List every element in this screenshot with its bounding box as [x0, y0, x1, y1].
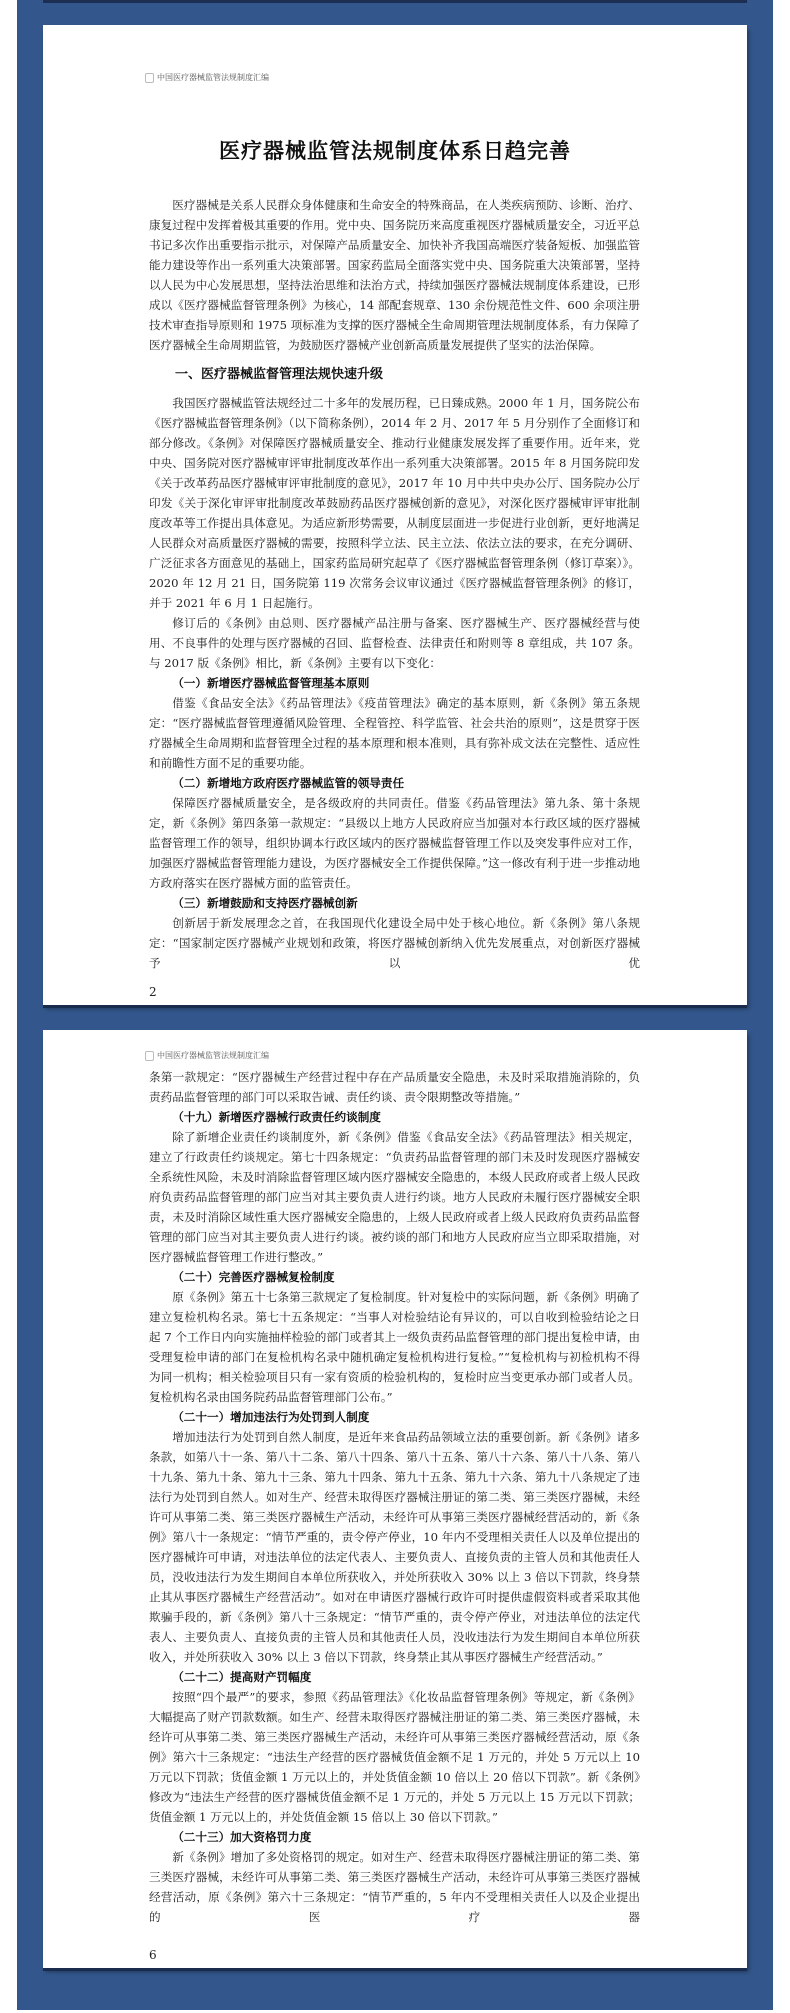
subsection-heading: （一）新增医疗器械监督管理基本原则: [172, 676, 370, 690]
paragraph: 按照“四个最严”的要求，参照《药品管理法》《化妆品监督管理条例》等规定，新《条例》大幅提高了财产罚款数额。如生产、经营未取得医疗器械注册证的第二类、第三类医疗器械，未经许可从事第二类、第三类医疗器械生产活动，未经许可从事第三类医疗器械经营活动，原《条例》第六十三条规定：“违法生产经营的医疗器械货值金额不足 1 万元的，并处 5 万元以上 10 万元以下罚款；货值金额 1 万元以上的，并处货值金额 10 倍以上 20 倍以下罚款”。新《条例》修改为“违法生产经营的医疗器械货值金额不足 1 万元的，并处 5 万元以上 15 万元以下罚款；货值金额 1 万元以上的，并处货值金额 15 倍以上 30 倍以下罚款。”: [149, 1690, 640, 1824]
paragraph: 原《条例》第五十七条第三款规定了复检制度。针对复检中的实际问题，新《条例》明确了建立复检机构名录。第七十五条规定：“当事人对检验结论有异议的，可以自收到检验结论之日起 7 个工作日内向实施抽样检验的部门或者其上一级负责药品监督管理的部门提出复检申请，由受理复检申请的部门在复检机构名录中随机确定复检机构进行复检。”“复检机构与初检机构不得为同一机构；相关检验项目只有一家有资质的检验机构的，复检时应当变更承办部门或者人员。复检机构名录由国务院药品监督管理部门公布。”: [149, 1290, 640, 1404]
running-header-title: 中国医疗器械监管法规制度汇编: [157, 1051, 269, 1060]
paragraph: 保障医疗器械质量安全，是各级政府的共同责任。借鉴《药品管理法》第九条、第十条规定，新《条例》第四条第一款规定：“县级以上地方人民政府应当加强对本行政区域的医疗器械监督管理工作的领导，组织协调本行政区域内的医疗器械监督管理工作以及突发事件应对工作，加强医疗器械监督管理能力建设，为医疗器械安全工作提供保障。”这一修改有利于进一步推动地方政府落实在医疗器械方面的监管责任。: [149, 796, 640, 890]
book-logo-icon: [145, 1051, 154, 1061]
subsection-heading: （二）新增地方政府医疗器械监管的领导责任: [172, 776, 405, 790]
paragraph: 医疗器械是关系人民群众身体健康和生命安全的特殊商品，在人类疾病预防、诊断、治疗、康复过程中发挥着极其重要的作用。党中央、国务院历来高度重视医疗器械质量安全，习近平总书记多次作出重要指示批示，对保障产品质量安全、加快补齐我国高端医疗装备短板、加强监管能力建设等作出一系列重大决策部署。国家药监局全面落实党中央、国务院重大决策部署，坚持以人民为中心发展思想，坚持法治思维和法治方式，持续加强医疗器械法规制度体系建设，已形成以《医疗器械监督管理条例》为核心，14 部配套规章、130 余份规范性文件、600 余项注册技术审查指导原则和 1975 项标准为支撑的医疗器械全生命周期管理法规制度体系，有力保障了医疗器械全生命周期监管，为鼓励医疗器械产业创新高质量发展提供了坚实的法治保障。: [149, 198, 640, 352]
previous-page-edge: [43, 0, 747, 3]
subsection-heading: （十九）新增医疗器械行政责任约谈制度: [172, 1110, 381, 1124]
page-body: [149, 1067, 640, 1927]
subsection-heading: （二十）完善医疗器械复检制度: [172, 1270, 335, 1284]
paragraph: 借鉴《食品安全法》《药品管理法》《疫苗管理法》确定的基本原则，新《条例》第五条规定：“医疗器械监督管理遵循风险管理、全程管控、科学监管、社会共治的原则”，这是贯穿于医疗器械全生命周期和监督管理全过程的基本原理和根本准则，具有弥补成文法在完整性、适应性和前瞻性方面不足的重要功能。: [149, 696, 640, 770]
document-page-6: [43, 1030, 747, 1968]
subsection-heading: （二十二）提高财产罚幅度: [172, 1670, 312, 1684]
running-header: [145, 72, 269, 84]
page-number: 6: [149, 1948, 157, 1962]
subsection-heading: （二十三）加大资格罚力度: [172, 1830, 312, 1844]
paragraph: 增加违法行为处罚到自然人制度，是近年来食品药品领域立法的重要创新。新《条例》诸多条款，如第八十一条、第八十二条、第八十四条、第八十五条、第八十六条、第八十八条、第八十九条、第九十条、第九十三条、第九十四条、第九十五条、第九十六条、第九十八条规定了违法行为处罚到自然人。如对生产、经营未取得医疗器械注册证的第二类、第三类医疗器械，未经许可从事第二类、第三类医疗器械生产活动，未经许可从事第三类医疗器械经营活动的，新《条例》第八十一条规定：“情节严重的，责令停产停业，10 年内不受理相关责任人以及单位提出的医疗器械许可申请，对违法单位的法定代表人、主要负责人、直接负责的主管人员和其他责任人员，没收违法行为发生期间自本单位所获收入，并处所获收入 30% 以上 3 倍以下罚款，终身禁止其从事医疗器械生产经营活动”。如对在申请医疗器械行政许可时提供虚假资料或者采取其他欺骗手段的，新《条例》第八十三条规定：“情节严重的，责令停产停业，对违法单位的法定代表人、主要负责人、直接负责的主管人员和其他责任人员，没收违法行为发生期间自本单位所获收入，并处所获收入 30% 以上 3 倍以下罚款，终身禁止其从事医疗器械生产经营活动。”: [149, 1430, 640, 1664]
viewer-background: [17, 0, 773, 2010]
book-logo-icon: [145, 73, 154, 83]
paragraph: 创新居于新发展理念之首，在我国现代化建设全局中处于核心地位。新《条例》第八条规定：“国家制定医疗器械产业规划和政策，将医疗器械创新纳入优先发展重点，对创新医疗器械予以优: [149, 916, 640, 970]
document-page-2: [43, 25, 747, 1005]
subsection-heading: （三）新增鼓励和支持医疗器械创新: [172, 896, 358, 910]
subsection-heading: （二十一）增加违法行为处罚到人制度: [172, 1410, 370, 1424]
paragraph: 新《条例》增加了多处资格罚的规定。如对生产、经营未取得医疗器械注册证的第二类、第三类医疗器械，未经许可从事第二类、第三类医疗器械生产活动，未经许可从事第三类医疗器械经营活动，原《条例》第六十三条规定：“情节严重的，5 年内不受理相关责任人以及企业提出的医疗器: [149, 1850, 640, 1924]
paragraph: 除了新增企业责任约谈制度外，新《条例》借鉴《食品安全法》《药品管理法》相关规定，建立了行政责任约谈规定。第七十四条规定：“负责药品监督管理的部门未及时发现医疗器械安全系统性风险，未及时消除监督管理区域内医疗器械安全隐患的，本级人民政府或者上级人民政府负责药品监督管理的部门应当对其主要负责人进行约谈。地方人民政府未履行医疗器械安全职责，未及时消除区域性重大医疗器械安全隐患的，上级人民政府或者上级人民政府负责药品监督管理的部门应当对其主要负责人进行约谈。被约谈的部门和地方人民政府应当立即采取措施，对医疗器械监督管理工作进行整改。”: [149, 1130, 640, 1264]
paragraph: 我国医疗器械监管法规经过二十多年的发展历程，已日臻成熟。2000 年 1 月，国务院公布《医疗器械监督管理条例》（以下简称条例），2014 年 2 月、2017 年 5 月分别作了全面修订和部分修改。《条例》对保障医疗器械质量安全、推动行业健康发展发挥了重要作用。近年来，党中央、国务院对医疗器械审评审批制度改革作出一系列重大决策部署。2015 年 8 月国务院印发《关于改革药品医疗器械审评审批制度的意见》，2017 年 10 月中共中央办公厅、国务院办公厅印发《关于深化审评审批制度改革鼓励药品医疗器械创新的意见》，对深化医疗器械审评审批制度改革等工作提出具体意见。为适应新形势需要，从制度层面进一步促进行业创新，更好地满足人民群众对高质量医疗器械的需要，按照科学立法、民主立法、依法立法的要求，在充分调研、广泛征求各方面意见的基础上，国家药监局研究起草了《医疗器械监督管理条例（修订草案）》。2020 年 12 月 21 日，国务院第 119 次常务会议审议通过《医疗器械监督管理条例》的修订，并于 2021 年 6 月 1 日起施行。: [149, 396, 640, 610]
page-number: 2: [149, 985, 157, 999]
paragraph: 修订后的《条例》由总则、医疗器械产品注册与备案、医疗器械生产、医疗器械经营与使用、不良事件的处理与医疗器械的召回、监督检查、法律责任和附则等 8 章组成，共 107 条。与 2017 版《条例》相比，新《条例》主要有以下变化：: [149, 616, 640, 670]
page-body: [149, 195, 640, 973]
running-header-title: 中国医疗器械监管法规制度汇编: [157, 73, 269, 82]
section-heading: 一、医疗器械监督管理法规快速升级: [175, 367, 384, 382]
article-title: 医疗器械监管法规制度体系日趋完善: [219, 138, 571, 163]
running-header: [145, 1050, 269, 1062]
paragraph: 条第一款规定：“医疗器械生产经营过程中存在产品质量安全隐患，未及时采取措施消除的，负责药品监督管理的部门可以采取告诫、责任约谈、责令限期整改等措施。”: [149, 1070, 640, 1104]
